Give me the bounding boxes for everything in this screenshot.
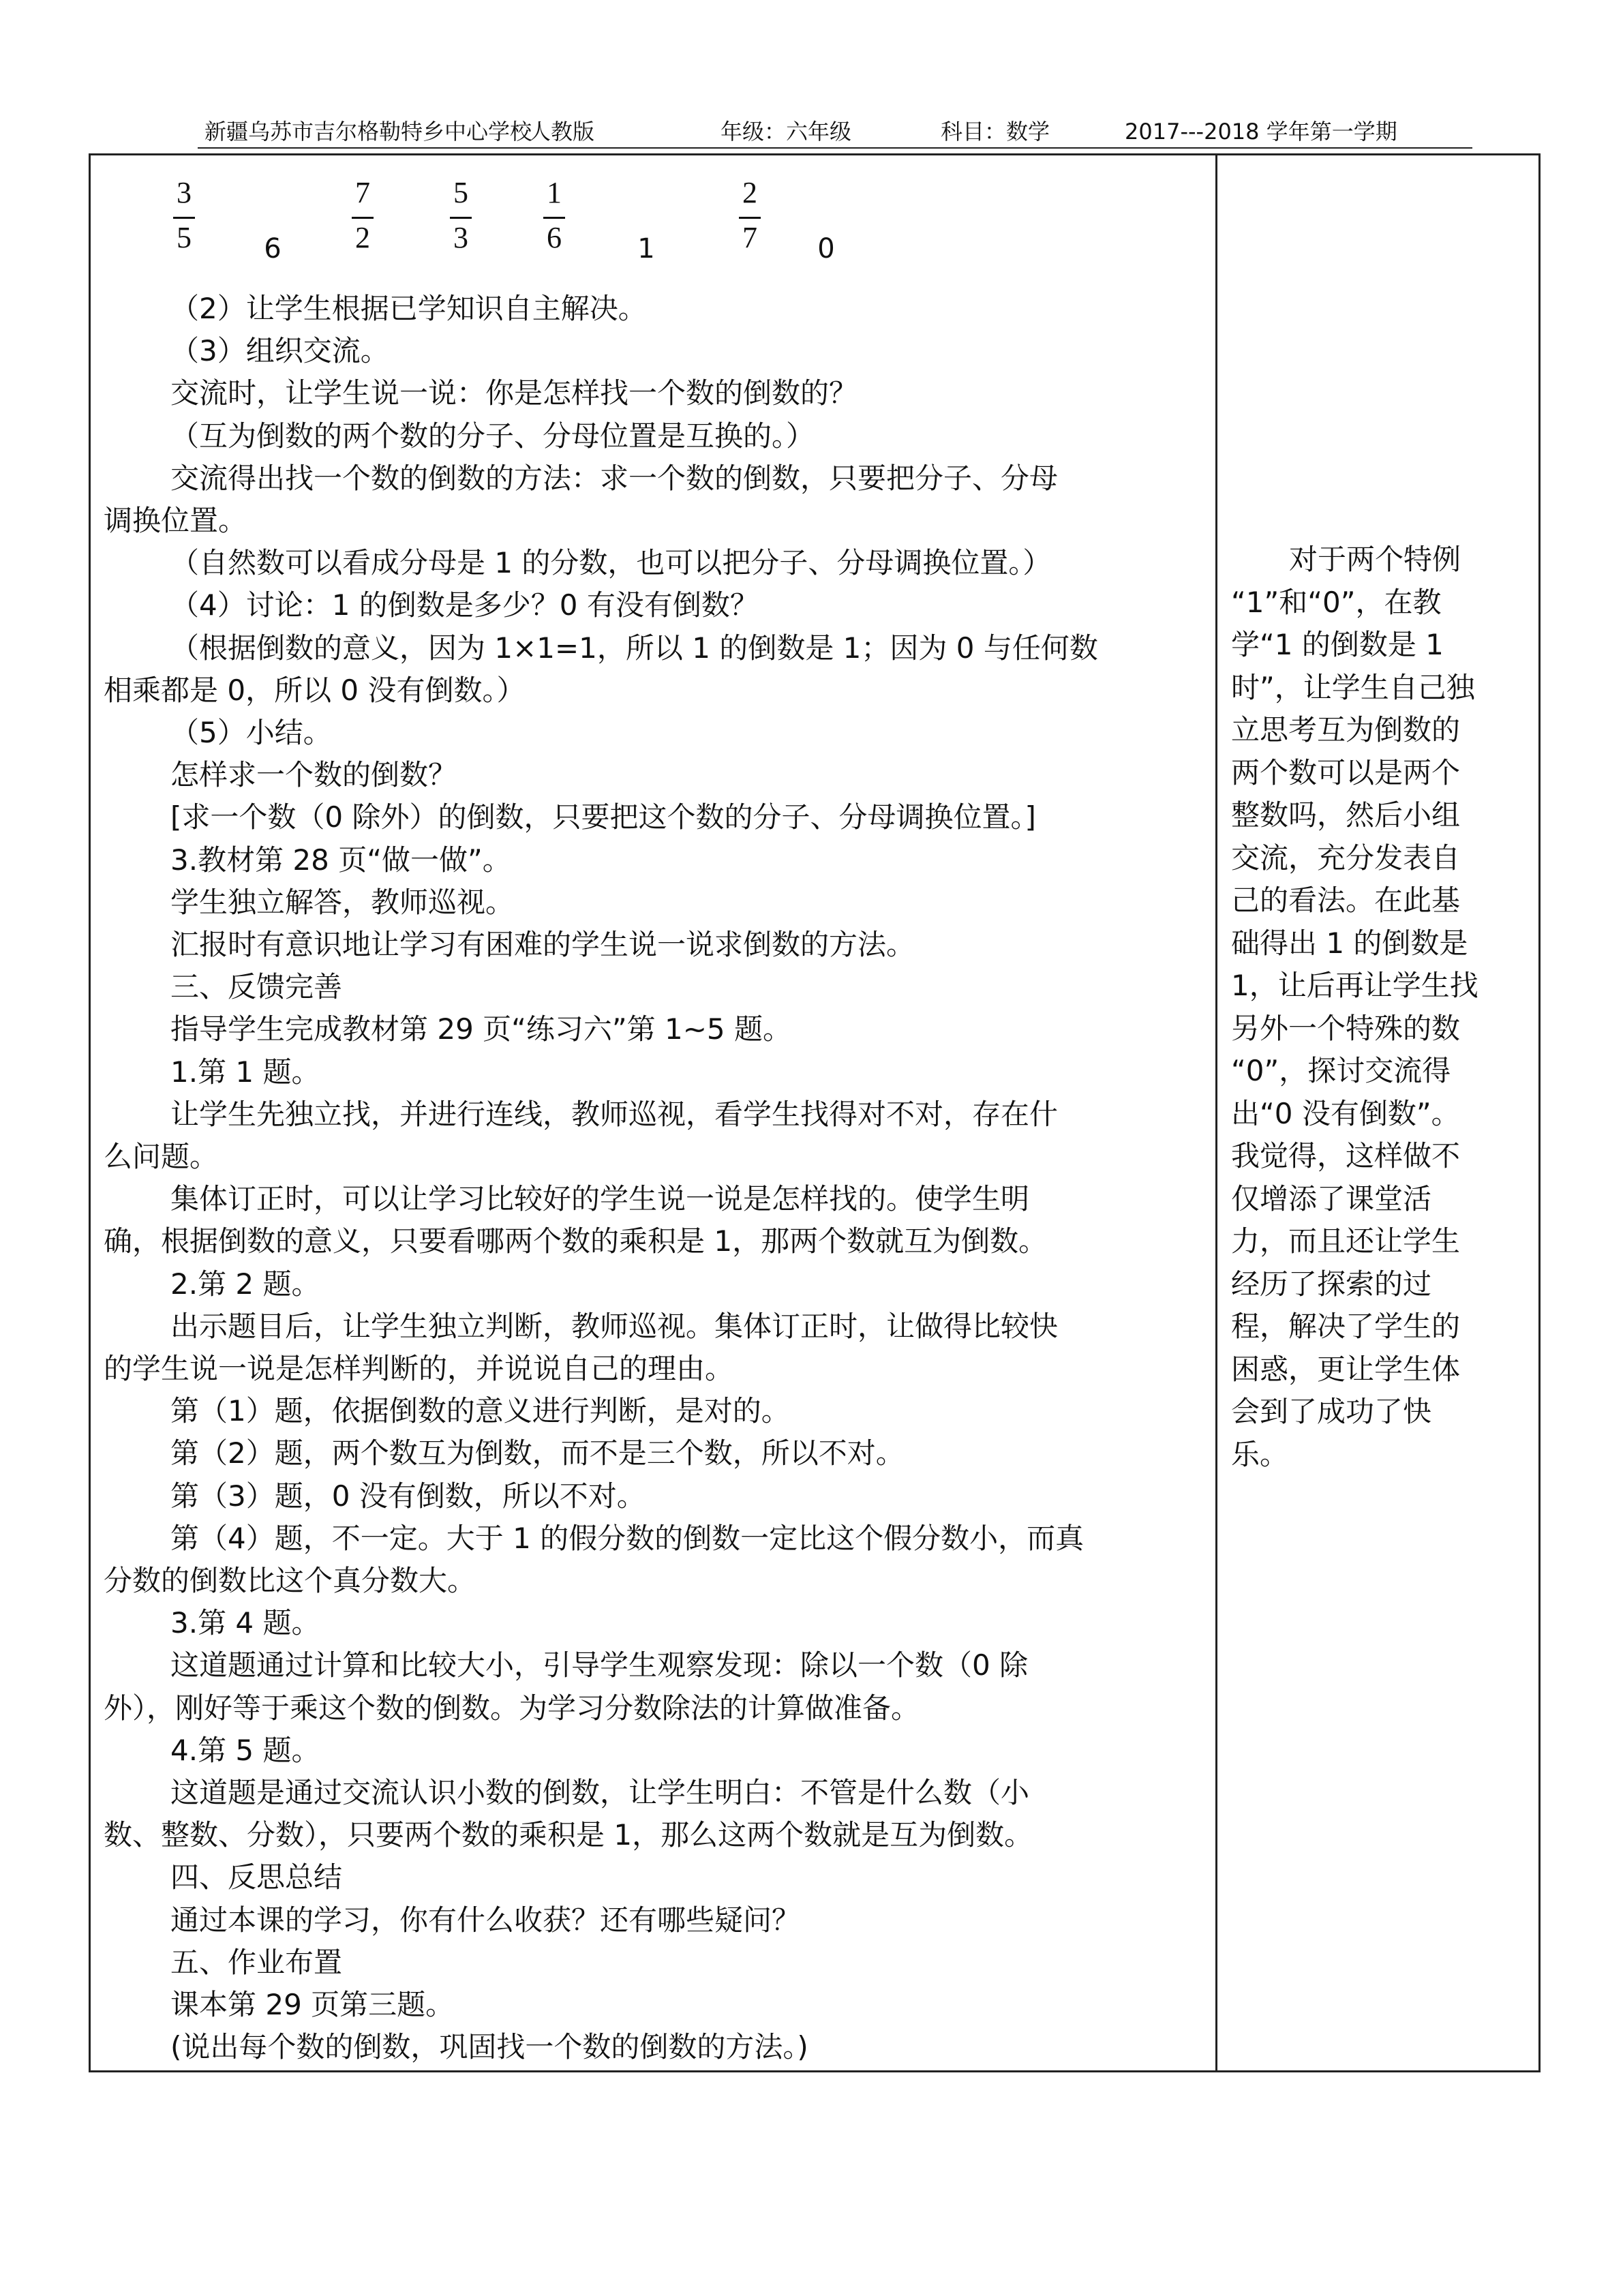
- note-line: 力，而且还让学生: [1231, 1224, 1461, 1258]
- body-line: 出示题目后，让学生独立判断，教师巡视。集体订正时，让做得比较快: [170, 1309, 1059, 1343]
- fraction-denominator: 6: [547, 221, 562, 254]
- header-subject: 科目：数学: [941, 119, 1050, 145]
- body-line: 第（3）题，0 没有倒数，所以不对。: [170, 1479, 646, 1513]
- body-line: 这道题是通过交流认识小数的倒数，让学生明白：不管是什么数（小: [170, 1776, 1030, 1809]
- fraction-numerator: 2: [742, 176, 757, 209]
- fraction-bar: [450, 217, 472, 219]
- note-line: 整数吗，然后小组: [1231, 798, 1461, 832]
- body-line: 第（1）题，依据倒数的意义进行判断，是对的。: [170, 1394, 790, 1428]
- body-line: 汇报时有意识地让学习有困难的学生说一说求倒数的方法。: [170, 928, 915, 961]
- header-rule: [198, 147, 1472, 149]
- body-line: 交流得出找一个数的倒数的方法：求一个数的倒数，只要把分子、分母: [170, 461, 1059, 495]
- note-line: 时”，让学生自己独: [1231, 670, 1475, 704]
- body-line: 集体订正时，可以让学习比较好的学生说一说是怎样找的。使学生明: [170, 1182, 1030, 1216]
- note-line: 程，解决了学生的: [1231, 1310, 1461, 1343]
- body-line: 通过本课的学习，你有什么收获？还有哪些疑问？: [170, 1903, 801, 1937]
- fraction-bar: [352, 217, 374, 219]
- body-line: (说出每个数的倒数，巩固找一个数的倒数的方法。): [170, 2030, 808, 2064]
- body-line: 调换位置。: [104, 504, 247, 537]
- body-line: （5）小结。: [170, 716, 332, 749]
- note-line: “1”和“0”，在教: [1231, 585, 1442, 619]
- body-line: 第（4）题，不一定。大于 1 的假分数的倒数一定比这个假分数小，而真: [170, 1521, 1084, 1555]
- note-line: 学“1 的倒数是 1: [1231, 628, 1444, 661]
- note-line: 仅增添了课堂活: [1231, 1181, 1432, 1215]
- body-line: 这道题通过计算和比较大小，引导学生观察发现：除以一个数（0 除: [170, 1648, 1029, 1682]
- note-line: 1，让后再让学生找: [1231, 969, 1478, 1002]
- body-line: 2.第 2 题。: [170, 1267, 320, 1301]
- note-line: 我觉得，这样做不: [1231, 1139, 1461, 1173]
- fraction-row: [170, 176, 920, 271]
- fraction-bar: [739, 217, 761, 219]
- body-line: 指导学生完成教材第 29 页“练习六”第 1~5 题。: [170, 1012, 791, 1046]
- body-line: 怎样求一个数的倒数？: [170, 758, 457, 792]
- fraction-numerator: 5: [453, 176, 468, 209]
- page-header: [204, 115, 1472, 149]
- fraction-denominator: 7: [742, 221, 757, 254]
- body-line: （自然数可以看成分母是 1 的分数，也可以把分子、分母调换位置。）: [170, 546, 1052, 580]
- fraction-numerator: 7: [355, 176, 370, 209]
- note-line: “0”，探讨交流得: [1231, 1054, 1451, 1087]
- note-line: 会到了成功了快: [1231, 1395, 1432, 1428]
- body-line: （4）讨论：1 的倒数是多少？0 有没有倒数？: [170, 588, 759, 622]
- teaching-reflection-note: [1231, 539, 1524, 1476]
- note-line: 立思考互为倒数的: [1231, 713, 1461, 746]
- header-grade: 年级：六年级: [721, 119, 852, 145]
- note-line: 两个数可以是两个: [1231, 755, 1461, 789]
- body-line: 外），刚好等于乘这个数的倒数。为学习分数除法的计算做准备。: [104, 1691, 920, 1725]
- fraction-numerator: 1: [547, 176, 562, 209]
- fraction-denominator: 2: [355, 221, 370, 254]
- body-line: 交流时，让学生说一说：你是怎样找一个数的倒数的？: [170, 376, 858, 410]
- fraction-bar: [173, 217, 195, 219]
- body-line: 第（2）题，两个数互为倒数，而不是三个数，所以不对。: [170, 1436, 905, 1470]
- body-line: 3.教材第 28 页“做一做”。: [170, 843, 511, 877]
- body-line: （3）组织交流。: [170, 334, 389, 368]
- body-line: 学生独立解答，教师巡视。: [170, 885, 515, 919]
- body-line: （根据倒数的意义，因为 1×1=1，所以 1 的倒数是 1；因为 0 与任何数: [170, 631, 1098, 665]
- body-line: 3.第 4 题。: [170, 1606, 320, 1640]
- header-school: 新疆乌苏市吉尔格勒特乡中心学校: [204, 119, 532, 145]
- fraction-numerator: 3: [177, 176, 192, 209]
- body-line: 三、反馈完善: [170, 970, 343, 1004]
- body-line: （互为倒数的两个数的分子、分母位置是互换的。）: [170, 419, 815, 453]
- note-line: 困惑，更让学生体: [1231, 1352, 1461, 1386]
- column-divider: [1215, 153, 1217, 2072]
- fraction-denominator: 3: [453, 221, 468, 254]
- body-line: 四、反思总结: [170, 1860, 343, 1894]
- note-line: 对于两个特例: [1289, 543, 1461, 576]
- body-line: 相乘都是 0，所以 0 没有倒数。）: [104, 673, 526, 707]
- note-line: 出“0 没有倒数”。: [1231, 1096, 1460, 1130]
- body-line: 4.第 5 题。: [170, 1733, 320, 1767]
- header-term: 2017---2018 学年第一学期: [1125, 119, 1397, 145]
- fraction-bar: [543, 217, 565, 219]
- fraction-denominator: 5: [177, 221, 192, 254]
- note-line: 乐。: [1231, 1437, 1289, 1471]
- note-line: 另外一个特殊的数: [1231, 1011, 1461, 1045]
- note-line: 己的看法。在此基: [1231, 883, 1461, 917]
- body-line: 课本第 29 页第三题。: [170, 1988, 455, 2021]
- whole-number: 1: [637, 233, 655, 265]
- whole-number: 0: [817, 233, 835, 265]
- body-line: 分数的倒数比这个真分数大。: [104, 1564, 476, 1597]
- body-line: 数、整数、分数），只要两个数的乘积是 1，那么这两个数就是互为倒数。: [104, 1818, 1033, 1852]
- note-line: 础得出 1 的倒数是: [1231, 926, 1468, 960]
- note-line: 交流，充分发表自: [1231, 841, 1461, 875]
- body-line: 让学生先独立找，并进行连线，教师巡视，看学生找得对不对，存在什: [170, 1097, 1059, 1131]
- whole-number: 6: [264, 233, 282, 265]
- body-line: 1.第 1 题。: [170, 1055, 320, 1089]
- header-edition: 人教版: [529, 119, 595, 145]
- note-line: 经历了探索的过: [1231, 1267, 1432, 1301]
- body-line: 么问题。: [104, 1140, 219, 1173]
- body-line: （2）让学生根据已学知识自主解决。: [170, 292, 647, 325]
- body-line: 确，根据倒数的意义，只要看哪两个数的乘积是 1，那两个数就互为倒数。: [104, 1224, 1048, 1258]
- body-line: [求一个数（0 除外）的倒数，只要把这个数的分子、分母调换位置。]: [170, 800, 1036, 834]
- body-line: 五、作业布置: [170, 1945, 343, 1979]
- body-line: 的学生说一说是怎样判断的，并说说自己的理由。: [104, 1352, 734, 1385]
